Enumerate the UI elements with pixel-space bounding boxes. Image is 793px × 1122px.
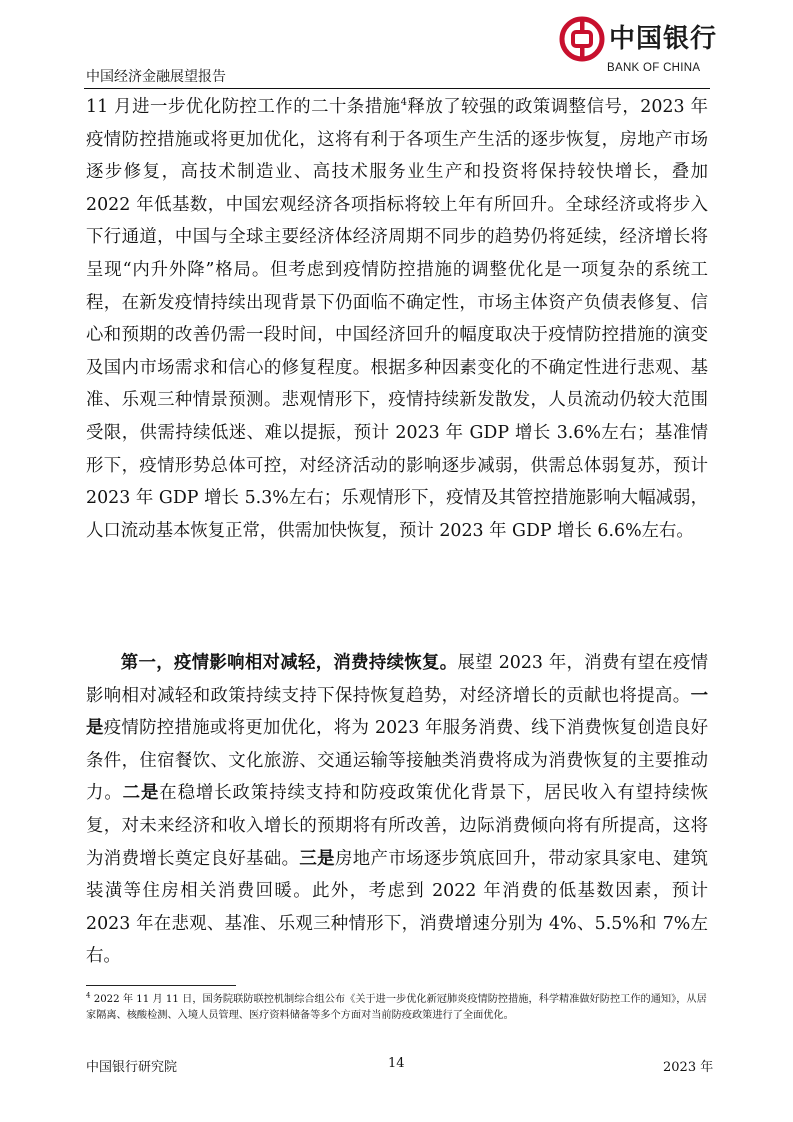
paragraph-outlook xyxy=(86,91,708,547)
paragraph-text: 疫情防控措施或将更加优化，将为 2023 年服务消费、线下消费恢复创造良好条件，住宿餐饮、文化旅游、交通运输等接触类消费将成为消费恢复的主要推动力。 xyxy=(86,718,708,804)
page-number: 14 xyxy=(388,1056,405,1071)
footer-year: 2023 年 xyxy=(663,1060,714,1075)
point-marker-one: 一是 xyxy=(86,685,708,739)
paragraph-text: 房地产市场逐步筑底回升，带动家具家电、建筑装潢等住房相关消费回暖。此外，考虑到 2022 年消费的低基数因素，预计 2023 年在悲观、基准、乐观三种情形下，消费增速分别为 4%、5.5%和 7%左右。 xyxy=(86,848,708,967)
header-divider xyxy=(84,88,710,89)
footnote-marker: 4 xyxy=(86,991,91,1000)
bank-of-china-logo xyxy=(557,10,717,80)
logo-chinese-name: 中国银行 xyxy=(609,24,718,54)
paragraph-text: 11 月进一步优化防控工作的二十条措施 xyxy=(86,97,401,117)
point-marker-two: 二是 xyxy=(122,783,160,804)
paragraph-text: 展望 2023 年，消费有望在疫情影响相对减轻和政策持续支持下保持恢复趋势，对经济增长的贡献也将提高。 xyxy=(86,653,708,706)
report-header-title: 中国经济金融展望报告 xyxy=(86,69,226,85)
point-marker-three: 三是 xyxy=(299,848,335,869)
logo-english-name: BANK OF CHINA xyxy=(607,62,701,74)
paragraph-text: 释放了较强的政策调整信号，2023 年疫情防控措施或将更加优化，这将有利于各项生产生活的逐步恢复，房地产市场逐步修复，高技术制造业、高技术服务业生产和投资将保持较快增长，叠加 2022 年低基数，中国宏观经济各项指标将较上年有所回升。全球经济或将步入下行通道，中国与全球主要经济体经济周期不同步的趋势仍将延续，经济增长将呈现“内升外降”格局。但考虑到疫情防控措施的调整优化是一项复杂的系统工程，在新发疫情持续出现背景下仍面临不确定性，市场主体资产负债表修复、信心和预期的改善仍需一段时间，中国经济回升的幅度取决于疫情防控措施的演变及国内市场需求和信心的修复程度。根据多种因素变化的不确定性进行悲观、基准、乐观三种情景预测。悲观情形下，疫情持续新发散发，人员流动仍较大范围受限，供需持续低迷、难以提振，预计 2023 年 GDP 增长 3.6%左右；基准情形下，疫情形势总体可控，对经济活动的影响逐步减弱，供需总体弱复苏，预计 2023 年 GDP 增长 5.3%左右；乐观情形下，疫情及其管控措施影响大幅减弱，人口流动基本恢复正常，供需加快恢复，预计 2023 年 GDP 增长 6.6%左右。 xyxy=(86,97,708,541)
footer-institute: 中国银行研究院 xyxy=(86,1060,178,1075)
paragraph-consumption xyxy=(86,647,708,973)
boc-emblem-icon xyxy=(559,16,605,62)
footnote-text: 2022 年 11 月 11 日，国务院联防联控机制综合组公布《关于进一步优化新冠肺炎疫情防控措施，科学精准做好防控工作的通知》，从居家隔离、核酸检测、入境人员管理、医疗资料储备等多个方面对当前防疫政策进行了全面优化。 xyxy=(86,994,707,1021)
footnote-reference[interactable]: 4 xyxy=(400,97,408,109)
footnote-divider xyxy=(86,985,236,986)
section-lead-heading: 第一，疫情影响相对减轻，消费持续恢复。 xyxy=(120,653,458,673)
footnote xyxy=(86,992,708,1024)
paragraph-text: 在稳增长政策持续支持和防疫政策优化背景下，居民收入有望持续恢复，对未来经济和收入增长的预期将有所改善，边际消费倾向将有所提高，这将为消费增长奠定良好基础。 xyxy=(86,783,708,869)
